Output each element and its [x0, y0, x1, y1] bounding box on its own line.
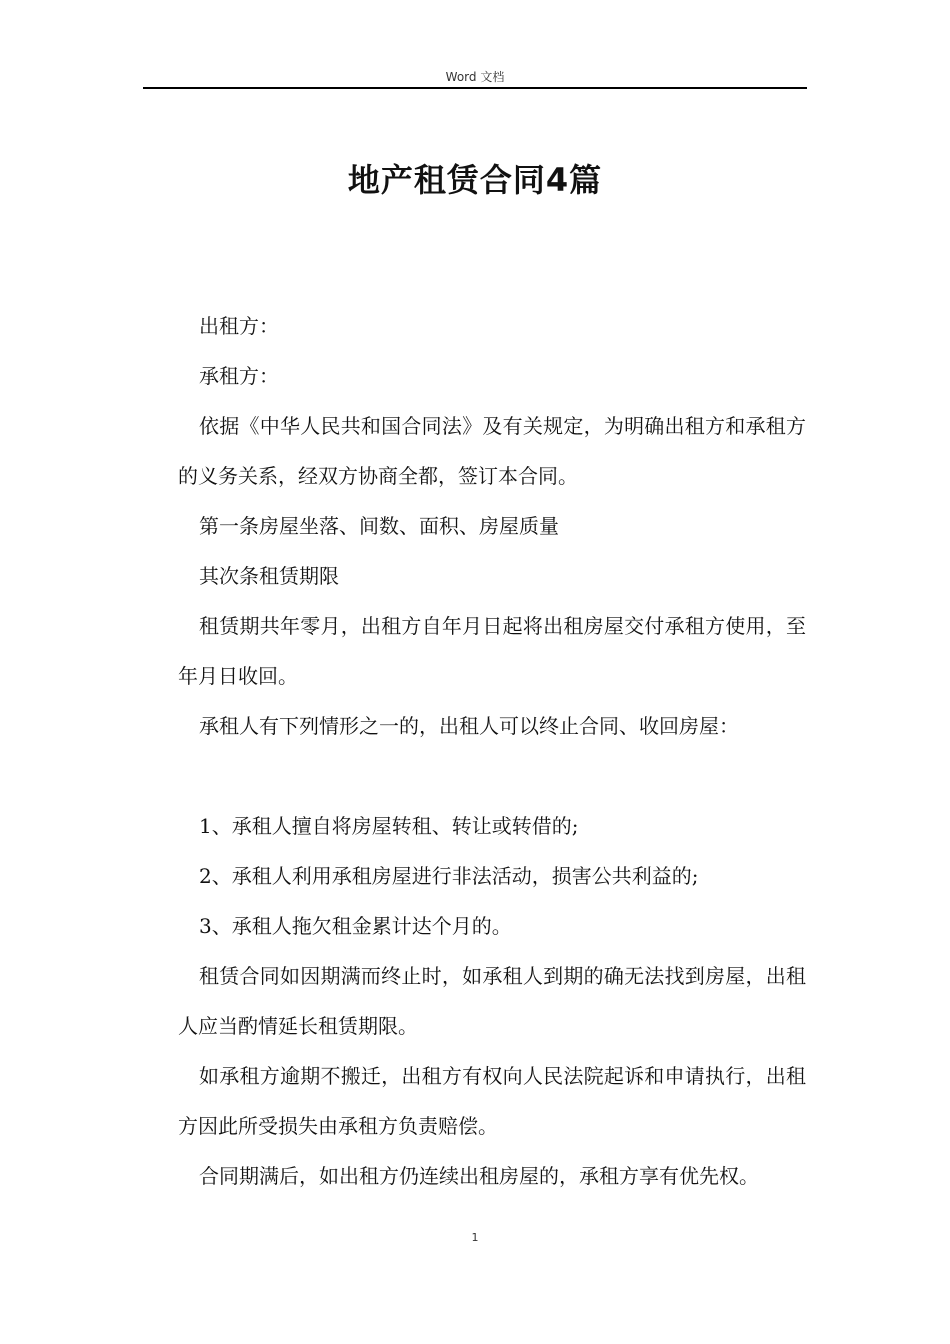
paragraph-lease-term: 租赁期共年零月，出租方自年月日起将出租房屋交付承租方使用，至年月日收回。 [178, 614, 806, 688]
header-divider [143, 87, 807, 89]
list-item: 2、承租人利用承租房屋进行非法活动，损害公共利益的; [199, 864, 699, 888]
paragraph-lessee: 承租方： [199, 364, 279, 388]
document-title: 地产租赁合同4篇 [347, 161, 603, 199]
list-item: 3、承租人拖欠租金累计达个月的。 [199, 914, 512, 938]
document-body [178, 301, 806, 1201]
paragraph-lessor: 出租方： [199, 314, 279, 338]
paragraph-priority: 合同期满后，如出租方仍连续出租房屋的，承租方享有优先权。 [199, 1164, 759, 1188]
paragraph-termination-intro: 承租人有下列情形之一的，出租人可以终止合同、收回房屋： [199, 714, 739, 738]
paragraph-overdue: 如承租方逾期不搬迁，出租方有权向人民法院起诉和申请执行，出租方因此所受损失由承租方负责赔偿。 [178, 1064, 806, 1138]
paragraph-article-2: 其次条租赁期限 [199, 564, 339, 588]
list-item: 1、承租人擅自将房屋转租、转让或转借的; [199, 814, 579, 838]
paragraph-preamble: 依据《中华人民共和国合同法》及有关规定，为明确出租方和承租方的义务关系，经双方协商全都，签订本合同。 [178, 414, 806, 488]
paragraph-extension: 租赁合同如因期满而终止时，如承租人到期的确无法找到房屋，出租人应当酌情延长租赁期限。 [178, 964, 806, 1038]
page-header [143, 60, 807, 90]
page-number: 1 [471, 1231, 479, 1244]
paragraph-article-1: 第一条房屋坐落、间数、面积、房屋质量 [199, 514, 559, 538]
header-label: Word 文档 [445, 70, 505, 84]
blank-line [178, 751, 806, 801]
